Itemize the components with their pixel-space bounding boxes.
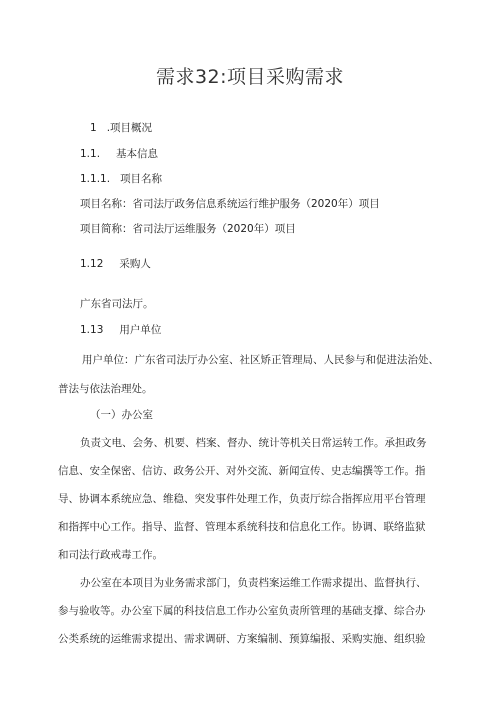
section-number: 1 [90, 122, 97, 134]
user-unit-line-1: 用户单位：广东省司法厅办公室、社区矫正管理局、人民参与和促进法治处、 [82, 354, 439, 366]
section-1-12-heading [80, 257, 151, 271]
section-1-heading [90, 121, 152, 135]
purchaser-line: 广东省司法厅。 [80, 298, 154, 310]
user-unit-line-2: 普法与依法治理处。 [58, 383, 153, 395]
section-title: 基本信息 [116, 148, 159, 160]
paragraph-1-line-4: 和指挥中心工作。指导、监督、管理本系统科技和信息化工作。协调、联络监狱 [58, 521, 426, 533]
section-number: 1.1. [80, 148, 101, 160]
section-number: 1.1.1. [80, 173, 111, 185]
section-title: 项目名称 [120, 173, 163, 185]
section-title: .项目概况 [106, 122, 153, 134]
paragraph-1-line-2: 信息、安全保密、信访、政务公开、对外交流、新闻宣传、史志编撰等工作。指 [58, 465, 426, 477]
paragraph-1-line-3: 导、协调本系统应急、维稳、突发事件处理工作，负责厅综合指挥应用平台管理 [58, 493, 426, 505]
office-subheading: （一）办公室 [90, 409, 153, 421]
paragraph-2-line-1: 办公室在本项目为业务需求部门，负责档案运维工作需求提出、监督执行、 [80, 577, 427, 589]
paragraph-2-line-3: 公类系统的运维需求提出、需求调研、方案编制、预算编报、采购实施、组织验 [58, 633, 426, 645]
document-title: 需求32:项目采购需求 [155, 66, 345, 88]
project-name-line: 项目名称：省司法厅政务信息系统运行维护服务（2020年）项目 [80, 198, 380, 210]
paragraph-1-line-1: 负责文电、会务、机要、档案、督办、统计等机关日常运转工作。承担政务 [80, 437, 427, 449]
section-title: 采购人 [119, 258, 151, 270]
section-title: 用户单位 [119, 324, 162, 336]
section-1-1-1-heading [80, 172, 162, 186]
project-short-name-line: 项目简称：省司法厅运维服务（2020年）项目 [80, 223, 296, 235]
section-number: 1.13 [80, 324, 104, 336]
section-1-1-heading [80, 147, 158, 161]
section-number: 1.12 [80, 258, 104, 270]
section-1-13-heading [80, 323, 161, 337]
paragraph-2-line-2: 参与验收等。办公室下属的科技信息工作办公室负责所管理的基础支撑、综合办 [58, 605, 426, 617]
paragraph-1-line-5: 和司法行政戒毒工作。 [58, 549, 163, 561]
